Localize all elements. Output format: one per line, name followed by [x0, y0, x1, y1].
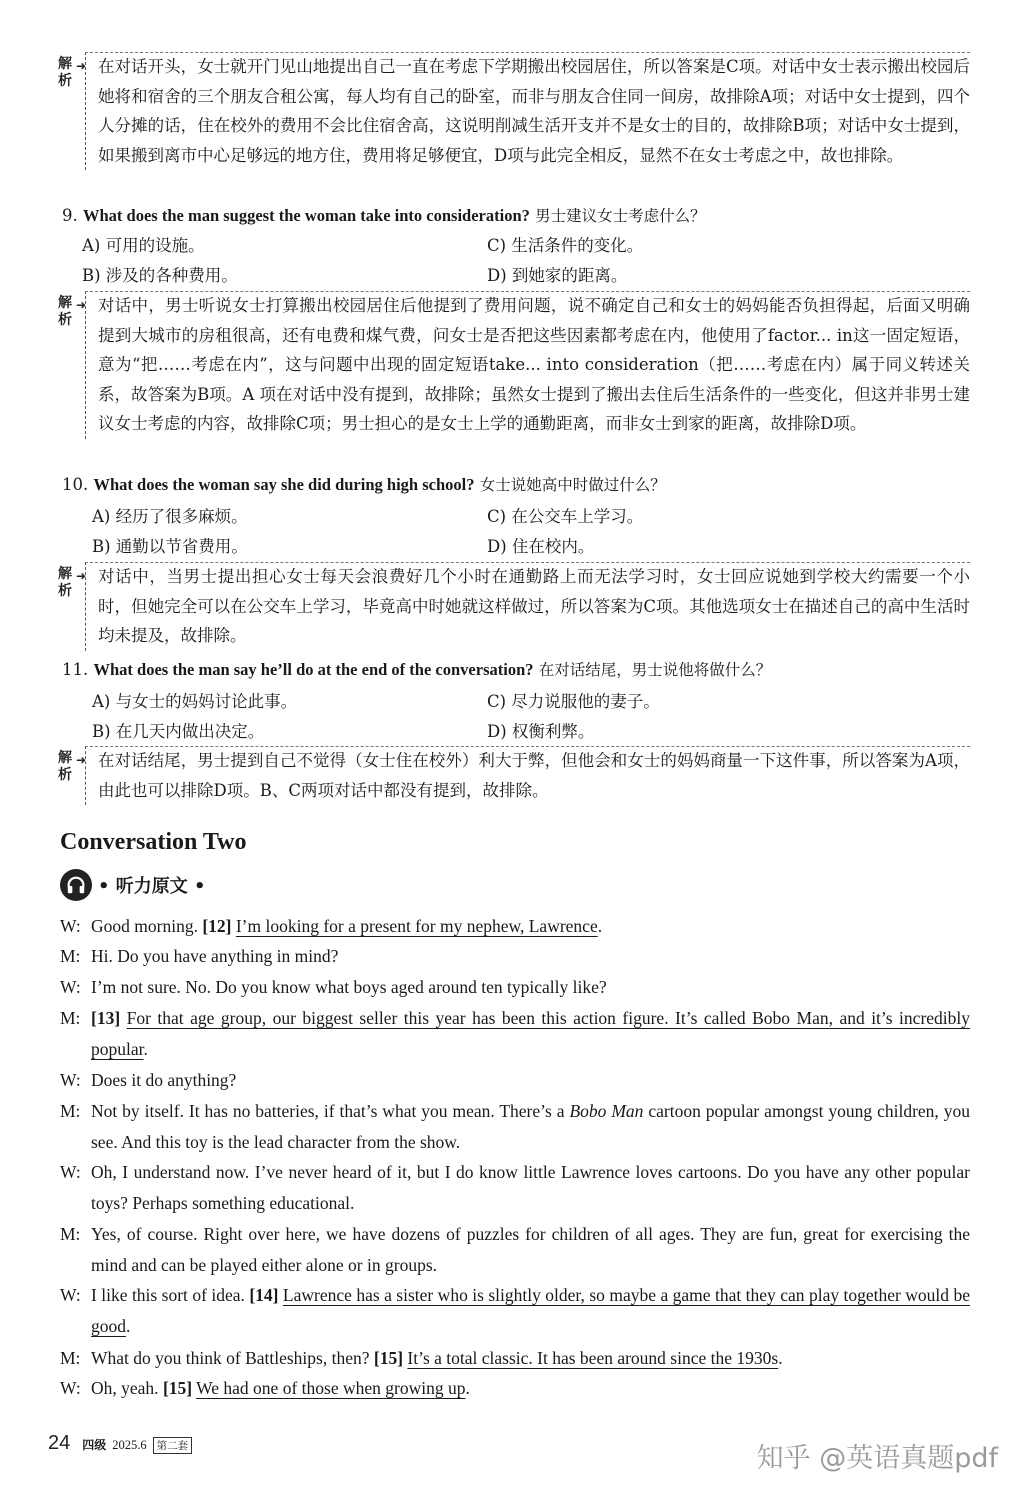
headphones-icon: [60, 869, 92, 901]
speaker-label: M:: [60, 1348, 81, 1368]
text-segment: .: [778, 1348, 783, 1368]
analysis-block-8: [58, 52, 970, 170]
option-b: B) 涉及的各种费用。: [82, 266, 238, 285]
dialogue-text: [91, 1219, 970, 1280]
transcript-header: [60, 868, 206, 902]
question-english: What does the man suggest the woman take into consideration?: [83, 206, 530, 225]
question-10: [62, 473, 666, 497]
option-c: C) 生活条件的变化。: [487, 236, 644, 255]
option-a: A) 与女士的妈妈讨论此事。: [92, 692, 298, 711]
speaker-label: M:: [60, 1101, 81, 1121]
question-tag: [15]: [373, 1348, 404, 1368]
question-11: [62, 658, 771, 682]
question-tag: [15]: [162, 1378, 193, 1398]
speaker-label: W:: [60, 1378, 81, 1398]
question-tag: [14]: [249, 1285, 279, 1305]
dialogue-line: [60, 1343, 970, 1374]
set-badge: 第二套: [153, 1437, 193, 1454]
analysis-block-9: [58, 291, 970, 439]
option-b: B) 在几天内做出决定。: [92, 722, 265, 741]
text-segment: Yes, of course. Right over here, we have dozens of puzzles for children of all ages. They are fun, great for exercising the mind and can be played either alone or in groups.: [91, 1224, 970, 1275]
question-english: What does the woman say she did during high school?: [93, 475, 475, 494]
dialogue-text: [91, 1157, 970, 1218]
analysis-block-10: [58, 562, 970, 651]
analysis-label: 解析: [58, 750, 72, 783]
question-chinese: 男士建议女士考虑什么？: [535, 207, 706, 225]
text-segment: Does it do anything?: [91, 1070, 237, 1090]
dialogue-line: [60, 1003, 970, 1064]
exam-level: 四级: [82, 1438, 107, 1452]
analysis-label: 解析: [58, 295, 72, 328]
text-segment: Good morning.: [91, 916, 203, 936]
speaker-label: W:: [60, 977, 81, 997]
underlined-answer: Lawrence has a sister who is slightly older, so maybe a game that they can play together would be good: [91, 1285, 970, 1336]
dialogue-text: [91, 1065, 970, 1096]
underlined-answer: We had one of those when growing up: [196, 1378, 466, 1398]
option-d: D) 住在校内。: [487, 537, 595, 556]
watermark: 知乎 @英语真题pdf: [756, 1443, 998, 1474]
text-segment: .: [465, 1378, 470, 1398]
question-number: 9.: [62, 206, 78, 225]
text-segment: Oh, yeah.: [91, 1378, 163, 1398]
speaker-label: W:: [60, 1285, 81, 1305]
question-9: [62, 204, 706, 228]
analysis-text: 在对话开头，女士就开门见山地提出自己一直在考虑下学期搬出校园居住，所以答案是C项。对话中女士表示搬出校园后她将和宿舍的三个朋友合租公寓，每人均有自己的卧室，而非与朋友合住同一间房，故排除A项；对话中女士提到，四个人分摊的话，住在校外的费用不会比住宿舍高，这说明削减生活开支并不是女士的目的，故排除B项；对话中女士提到，如果搬到离市中心足够远的地方住，费用将足够便宜，D项与此完全相反，显然不在女士考虑之中，故也排除。: [85, 52, 970, 170]
question-chinese: 在对话结尾，男士说他将做什么？: [538, 661, 772, 679]
dialogue-text: [91, 1003, 970, 1064]
question-tag: [13]: [91, 1008, 121, 1028]
analysis-label: 解析: [58, 566, 72, 599]
option-a: A) 经历了很多麻烦。: [92, 507, 248, 526]
dialogue-line: [60, 911, 970, 942]
text-segment: Not by itself. It has no batteries, if that’s what you mean. There’s a: [91, 1101, 570, 1121]
text-segment: .: [143, 1038, 148, 1059]
text-segment: Hi. Do you have anything in mind?: [91, 946, 339, 966]
dialogue-line: [60, 1219, 970, 1280]
text-segment: What do you think of Battleships, then?: [91, 1348, 374, 1368]
speaker-label: W:: [60, 1162, 81, 1182]
question-number: 10.: [62, 475, 89, 494]
option-d: D) 权衡利弊。: [487, 722, 595, 741]
dialogue-text: [91, 1343, 970, 1374]
dialogue-text: [91, 941, 970, 972]
dialogue-line: [60, 1157, 970, 1218]
option-c: C) 在公交车上学习。: [487, 507, 644, 526]
question-number: 11.: [62, 660, 89, 679]
option-a: A) 可用的设施。: [82, 236, 205, 255]
text-segment: cartoon popular amongst young children, you see. And this toy is the lead character from the show.: [91, 1101, 970, 1152]
option-b: B) 通勤以节省费用。: [92, 537, 248, 556]
dialogue-line: [60, 1096, 970, 1157]
dialogue-line: [60, 941, 970, 972]
underlined-answer: For that age group, our biggest seller this year has been this action figure. It’s called Bobo Man, and it’s incredibly popular: [91, 1008, 971, 1059]
question-chinese: 女士说她高中时做过什么？: [479, 476, 666, 494]
option-c: C) 尽力说服他的妻子。: [487, 692, 660, 711]
analysis-text: 对话中，男士听说女士打算搬出校园居住后他提到了费用问题，说不确定自己和女士的妈妈能否负担得起，后面又明确提到大城市的房租很高，还有电费和煤气费，问女士是否把这些因素都考虑在内，他使用了factor... in这一固定短语，意为“把……考虑在内”，这与问题中出现的固定短语take... into consideration（把……考虑在内）属于同义转述关系，故答案为B项。A 项在对话中没有提到，故排除；虽然女士提到了搬出去住后生活条件的一些变化，但这并非男士建议女士考虑的内容，故排除C项；男士担心的是女士上学的通勤距离，而非女士到家的距离，故排除D项。: [85, 291, 970, 439]
text-segment: .: [597, 916, 603, 936]
dialogue-text: [91, 972, 970, 1003]
dialogue-text: [91, 911, 970, 942]
speaker-label: M:: [60, 946, 81, 966]
dialogue-line: [60, 1065, 970, 1096]
arrow-icon: ➜: [76, 59, 87, 73]
section-title: Conversation Two: [60, 829, 247, 855]
page-number: 24: [48, 1432, 71, 1454]
text-segment: I’m not sure. No. Do you know what boys aged around ten typically like?: [91, 977, 607, 997]
speaker-label: M:: [60, 1008, 81, 1028]
dialogue-line: [60, 1280, 970, 1341]
dialogue-text: [91, 1280, 970, 1341]
option-d: D) 到她家的距离。: [487, 266, 628, 285]
arrow-icon: ➜: [76, 298, 87, 312]
question-english: What does the man say he’ll do at the end of the conversation?: [93, 660, 534, 679]
analysis-label: 解析: [58, 56, 72, 89]
speaker-label: W:: [60, 916, 81, 936]
arrow-icon: ➜: [76, 569, 87, 583]
text-segment: .: [126, 1315, 131, 1336]
speaker-label: M:: [60, 1224, 81, 1244]
dialogue-line: [60, 1373, 970, 1404]
analysis-block-11: [58, 746, 970, 805]
speaker-label: W:: [60, 1070, 81, 1090]
dialogue-text: [91, 1096, 970, 1157]
transcript-label: • 听力原文 •: [98, 876, 206, 897]
arrow-icon: ➜: [76, 753, 87, 767]
underlined-answer: I’m looking for a present for my nephew, Lawrence: [235, 916, 598, 936]
analysis-text: 对话中，当男士提出担心女士每天会浪费好几个小时在通勤路上而无法学习时，女士回应说她到学校大约需要一个小时，但她完全可以在公交车上学习，毕竟高中时她就这样做过，所以答案为C项。其他选项女士在描述自己的高中生活时均未提及，故排除。: [85, 562, 970, 651]
question-tag: [12]: [202, 916, 232, 936]
text-segment: Oh, I understand now. I’ve never heard of it, but I do know little Lawrence loves cartoons. Do you have any other popular toys? Perhaps something educational.: [91, 1162, 970, 1213]
analysis-text: 在对话结尾，男士提到自己不觉得（女士住在校外）利大于弊，但他会和女士的妈妈商量一下这件事，所以答案为A项，由此也可以排除D项。B、C两项对话中都没有提到，故排除。: [85, 746, 970, 805]
page-footer: [48, 1432, 192, 1455]
italic-title: Bobo Man: [569, 1101, 644, 1121]
text-segment: I like this sort of idea.: [91, 1285, 250, 1305]
exam-issue: 2025.6: [112, 1438, 147, 1452]
dialogue-line: [60, 972, 970, 1003]
dialogue-text: [91, 1373, 970, 1404]
underlined-answer: It’s a total classic. It has been around since the 1930s: [407, 1348, 779, 1368]
